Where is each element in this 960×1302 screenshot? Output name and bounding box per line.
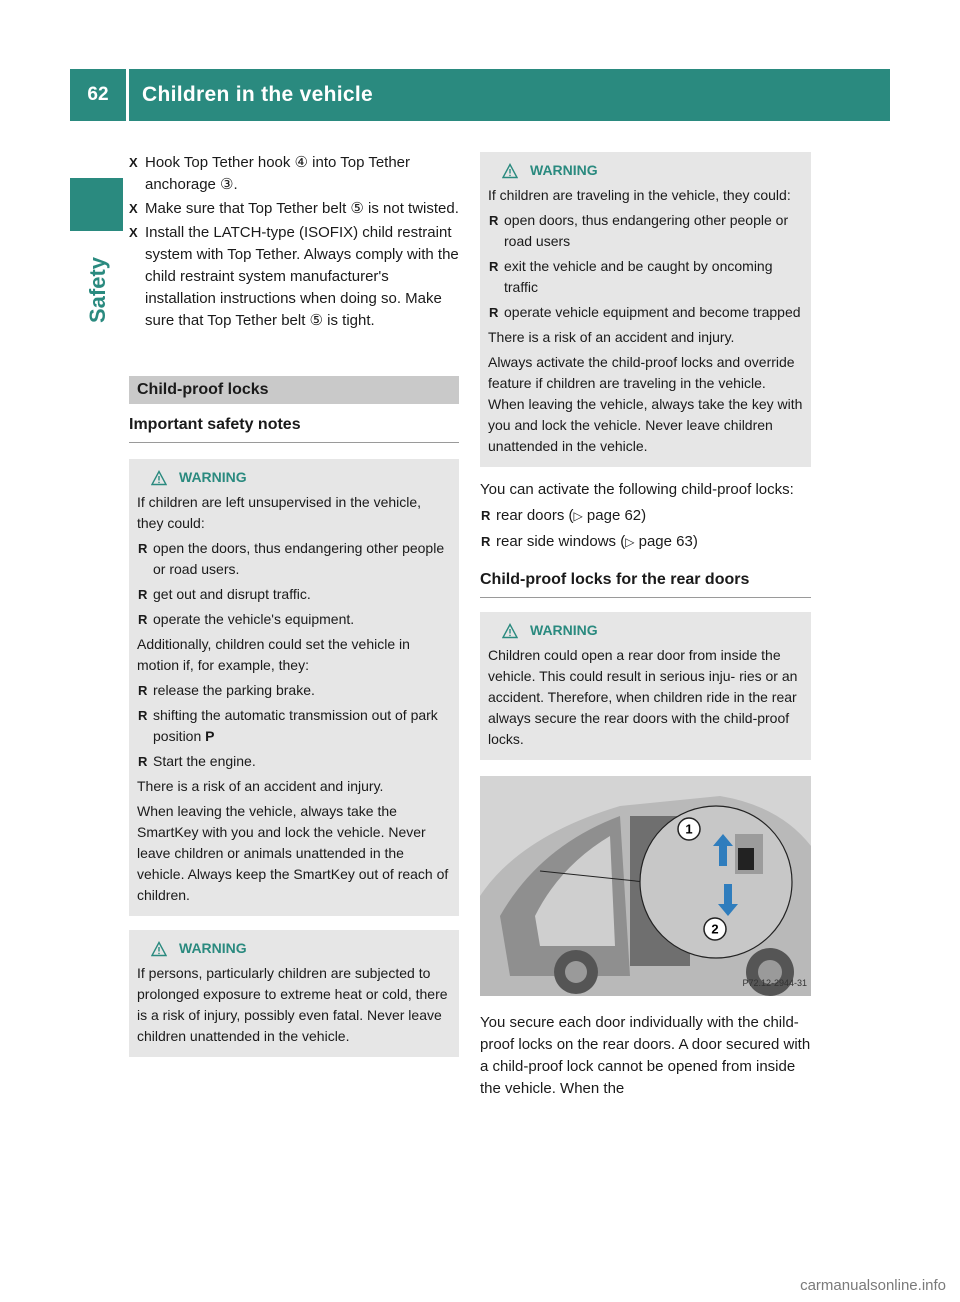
bullet-text: open doors, thus endangering other people or road users: [504, 212, 789, 249]
bullet-item: [137, 705, 451, 747]
bullet-item: [137, 584, 451, 605]
bullet-r-icon: R: [138, 612, 148, 627]
callout-2-badge: [702, 916, 728, 942]
bullet-r-icon: R: [138, 683, 148, 698]
link-item: [480, 505, 811, 527]
section-heading: Child-proof locks: [129, 376, 459, 404]
bullet-text: shifting the automatic transmission out of park position: [153, 707, 438, 744]
bullet-text: Start the engine.: [153, 753, 256, 769]
link-label: rear side windows (: [496, 533, 626, 550]
step-text: Install the LATCH-type (ISOFIX) child restraint system with Top Tether. Always comply with the child restraint system manufacturer's installation instructions when doing so. Make sure that Top Tether belt ⑤ is tight.: [145, 224, 459, 329]
warning-text: When leaving the vehicle, always take the SmartKey with you and lock the vehicle. Never leave children or animals unattended in the vehicle. Always keep the SmartKey out of reach of children.: [137, 803, 449, 903]
warning-text: If children are left unsupervised in the vehicle, they could:: [137, 494, 422, 531]
warning-text: There is a risk of an accident and injury.: [488, 329, 735, 345]
step-x-icon: X: [129, 225, 138, 240]
sub-heading: Child-proof locks for the rear doors: [480, 559, 811, 598]
warning-title: WARNING: [179, 940, 247, 956]
page-reference-link[interactable]: page 63): [634, 533, 698, 550]
step-text: Make sure that Top Tether belt ⑤ is not twisted.: [145, 200, 459, 217]
header-divider: [126, 69, 129, 121]
body-paragraph: You secure each door individually with the child-proof locks on the rear doors. A door secured with a child-proof lock cannot be opened from inside the vehicle. When the: [480, 1014, 811, 1097]
warning-title: WARNING: [179, 469, 247, 485]
warning-triangle-icon: [502, 163, 518, 179]
warning-text: Always activate the child-proof locks and override feature if children are traveling in the vehicle. When leaving the vehicle, always take the key with you and lock the vehicle. Never leave children unattended in the vehicle.: [488, 354, 803, 454]
body-paragraph: You can activate the following child-proof locks:: [480, 481, 794, 498]
step-x-icon: X: [129, 155, 138, 170]
warning-text: There is a risk of an accident and injury.: [137, 778, 384, 794]
warning-text: Children could open a rear door from inside the vehicle. This could result in serious inju- ries or an accident. Therefore, when children ride in the rear always secure the rear doors with the child-proof locks.: [488, 647, 798, 747]
bullet-r-icon: R: [138, 587, 148, 602]
step-text: Hook Top Tether hook ④ into Top Tether anchorage ③.: [145, 154, 411, 193]
page-title: Children in the vehicle: [142, 83, 373, 106]
warning-triangle-icon: [151, 470, 167, 486]
bullet-text: get out and disrupt traffic.: [153, 586, 311, 602]
warning-header: [137, 938, 451, 959]
page-ref-arrow-icon: ▷: [625, 535, 635, 549]
link-label: rear doors (: [496, 507, 574, 524]
bullet-r-icon: R: [481, 508, 491, 523]
sub-heading: Important safety notes: [129, 404, 459, 443]
right-column: [480, 152, 811, 1104]
illustration-code: P72.12-2944-31: [742, 978, 807, 988]
step-item: [129, 198, 459, 220]
page-number: 62: [87, 84, 109, 105]
warning-text: Additionally, children could set the vehicle in motion if, for example, they:: [137, 636, 410, 673]
side-tab-marker: [70, 178, 123, 231]
warning-header: [488, 160, 803, 181]
bullet-text: exit the vehicle and be caught by oncoming traffic: [504, 258, 773, 295]
bullet-item: [137, 609, 451, 630]
callout-2-label: 2: [711, 921, 719, 937]
warning-text: If children are traveling in the vehicle, they could:: [488, 187, 791, 203]
step-x-icon: X: [129, 201, 138, 216]
rear-door-child-lock-illustration: [480, 776, 811, 996]
warning-box: [480, 152, 811, 467]
page-ref-arrow-icon: ▷: [573, 509, 583, 523]
bullet-r-icon: R: [489, 305, 499, 320]
left-column: [129, 152, 459, 1057]
step-item: [129, 222, 459, 332]
bullet-item: [137, 680, 451, 701]
bullet-text: release the parking brake.: [153, 682, 315, 698]
warning-title: WARNING: [530, 622, 598, 638]
page-reference-link[interactable]: page 62): [582, 507, 647, 524]
bullet-text: operate the vehicle's equipment.: [153, 611, 355, 627]
footer-watermark: carmanualsonline.info: [800, 1277, 946, 1294]
warning-triangle-icon: [502, 623, 518, 639]
park-position-letter: P: [205, 728, 215, 744]
warning-box: [480, 612, 811, 760]
bullet-text: operate vehicle equipment and become trapped: [504, 304, 801, 320]
callout-1-label: 1: [685, 821, 693, 837]
callout-1-badge: [676, 816, 702, 842]
warning-title: WARNING: [530, 162, 598, 178]
side-tab: [66, 240, 130, 340]
bullet-text: open the doors, thus endangering other people or road users.: [153, 540, 445, 577]
car-door-drawing: [480, 776, 811, 996]
warning-header: [137, 467, 451, 488]
warning-box: [129, 930, 459, 1057]
bullet-item: [488, 256, 803, 298]
bullet-item: [137, 751, 451, 772]
bullet-r-icon: R: [489, 259, 499, 274]
link-item: [480, 531, 811, 553]
warning-triangle-icon: [151, 941, 167, 957]
bullet-r-icon: R: [138, 708, 148, 723]
bullet-r-icon: R: [481, 534, 491, 549]
bullet-item: [137, 538, 451, 580]
side-tab-label: Safety: [85, 256, 110, 324]
bullet-r-icon: R: [489, 213, 499, 228]
bullet-r-icon: R: [138, 541, 148, 556]
warning-header: [488, 620, 803, 641]
bullet-item: [488, 302, 803, 323]
warning-text: If persons, particularly children are subjected to prolonged exposure to extreme heat or cold, there is a risk of injury, possibly even fatal. Never leave children unattended in the vehicle.: [137, 965, 448, 1044]
bullet-r-icon: R: [138, 754, 148, 769]
warning-box: [129, 459, 459, 916]
step-item: [129, 152, 459, 196]
bullet-item: [488, 210, 803, 252]
